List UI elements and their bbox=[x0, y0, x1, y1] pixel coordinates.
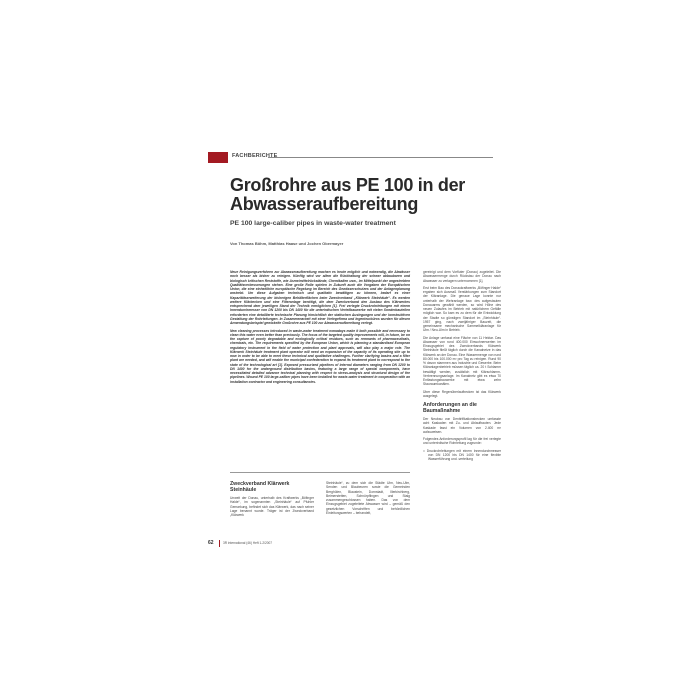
article-authors: Von Thomas Böhm, Matthias Haase und Jochen Obermayer bbox=[230, 241, 344, 246]
section1-paragraph-a: Unweit der Donau, unterhalb des Kraftwerks „Böfinger Halde“, im sogenannten „Steinhäule“ auf Pfuhler Gemarkung, befindet sich das Klärwerk, das nach seiner Lage benannt wurde. Träger ist der Zweckverband „Klärwerk bbox=[230, 496, 314, 517]
body-column-b bbox=[326, 481, 410, 515]
section1-heading: Zweckverband Klärwerk Steinhäule bbox=[230, 481, 290, 493]
right-paragraph-5: Der Neubau von Denitrifikationsbecken umfasste acht Kaskaden mit Zu- und Ablaufbauten. Jede Kaskade fasst ein Volumen von 2.400 m³ aufzuweisen. bbox=[423, 417, 501, 434]
right-paragraph-2: Erst beim Bau des Donaukraftwerks „Böfinger Halde“ ergaben sich Ausmaß Verstärkungen zum Standort der Kläranlage. Die genaue Lage konnte nur unterhalb der Wehranlage bzw. des aufgestauten Donauarms gewählt werden, so wird Höhe des neuen Zulaufes im Betrieb mit natürlichem Gefälle möglich war. So kam es zu dem für die Entwicklung der Stadte so günstigen Standort im „Steinhäule“. 1957 ging, nach zweijähriger Bauzeit, die gemeinsame mechanische Sammelkläranlage für Ulm / Neu-Ulm in Betrieb. bbox=[423, 285, 501, 333]
journal-reference: 3R international (46) Heft 1-2/2007 bbox=[223, 541, 273, 545]
section-accent-block bbox=[208, 152, 228, 163]
page-number: 62 bbox=[208, 540, 214, 546]
right-paragraph-1: gereinigt und dem Vorfluter (Donau) zugeleitet. Die Abwassermenge durch Rückstau der Donau nach Abwasser zu verlagern unternommen [1]. bbox=[423, 270, 501, 283]
abstract-divider bbox=[230, 472, 410, 473]
section-tag bbox=[208, 152, 493, 163]
right-paragraph-3: Die Anlage umfasst eine Fläche von 11 Hektar. Das Abwasser von rund 400.000 Einwohnerwerten im Einzugsgebiet des Zweckverbands Klärwerk Steinhäule fließt täglich durch die Kanalnetze in das Klärwerk an der Donau. Eine Wassermenge von rund 80.000 bis 100.000 m³ pro Tag zu reinigen. Rund 90 % davon stammen aus Industrie und Gewerbe. Beim Kläranlagenbetrieb müssen täglich ca. 20 t Schlamm bewältigt werden, zusätzlich mit Klärschlamm-Verbrennungsanlage. Im Kanalnetz gibt es etwa 70 Entlastungsbauwerke mit etwa zehn Stauraumkanälen. bbox=[423, 335, 501, 387]
abstract-german: Neue Reinigungsverfahren zur Abwasseraufbereitung machen es heute möglich und notwendig, die Abwässer noch besser als bisher zu reinigen. Künftig wird vor allem die Rückhaltung der schwer abbaubaren und biologisch kritischen Reststoffe, wie Arzneimittelrückstände, Chemikalien usw., im Mittelpunkt der angestrebten Qualitätsverbesserungen stehen. Eine große Rolle spielen in Zukunft auch die Vorgaben der Europäischen Union, die eine einheitliche europäische Regelung im Bereich des Gewässerschutzes und der Anlagenplanung anstrebt. Um diese Aufgaben technisch und qualitativ bewältigen zu können, bedarf es einer Kapazitätserweiterung der bisherigen Behälterflächen beim Zweckverband „Klärwerk Steinhäule“. Es werden weitere Klärbecken und eine Filteranlage benötigt, die dem Zweckverband den Ausbau des Klärwerkes entsprechend dem jeweiligen Stand der Technik ermöglichen [1]. Frei verlegte Druckrohrleitungen mit einem Innendurchmesser von DN 1200 bis DN 1400 für die unterirdischen Verteilbauwerke mit vielen Sonderbauteilen erforderten eine detaillierte technische Planung hinsichtlich der statischen Auslegungen und der konstruktiven Gestaltung der Rohrleitungen. In Zusammenarbeit mit einer Verlegefirma und Ingenieurbüros wurden für diesen Anwendungsbeispiel gewickelte Großrohre aus PE 100 zur Abwasseraufbereitung verlegt. bbox=[230, 270, 410, 325]
abstract-english: New cleaning processes introduced in waste-water treatment nowadays make it both possible and necessary to clean this water even better than previously. The focus of the targeted quality improvements will, in future, be on the capture of poorly degradable and ecologically critical residues, such as remnants of pharmaceuticals, chemicals, etc. The requirements specified by the European Union, which is planning a standardised European regulatory instrument in the field of water protection and plant approvals, will also play a major role. The Klärwerk Steinhäule treatment plant operator will need an expansion of the capacity of its operating site up to now in order to be able to meet these technical and qualitative challenges. Further clarifying basins and a filter plant are needed, and will enable the municipal confederation to expand its treatment plant to correspond to the state of the technological art [1]. Exposed pressurized pipelines of internal diameters ranging from DN 1200 to DN 1400 for the underground distribution basins, featuring a large range of special components, have necessitated detailed advance technical planning with respect to stress-analysis and structural design of the pipelines. Wound PE 100 large-caliber pipes have been installed for waste-water treatment in cooperation with an installation contractor and engineering consultancies. bbox=[230, 328, 410, 384]
requirement-bullet: = Druckrohrleitungen mit einem Innendurchmesser von DN 1200 bis DN 1400 für eine flexible Wasserführung und -verteilung bbox=[423, 448, 501, 461]
body-column-right bbox=[423, 270, 501, 461]
right-paragraph-4: Über diese Regenüberlaufbecken ist das Klärwerk ausgelegt. bbox=[423, 389, 501, 398]
section-label: FACHBERICHTE bbox=[232, 153, 278, 159]
section2-heading: Anforderungen an die Baumaßnahme bbox=[423, 402, 477, 414]
article-title-line2: Abwasseraufbereitung bbox=[230, 194, 419, 214]
right-paragraph-6: Folgendes Anforderungsprofil lag für die frei verlegte und unterirdische Rohrleitung zugrunde: bbox=[423, 437, 501, 446]
article-title-line1: Großrohre aus PE 100 in der bbox=[230, 175, 465, 195]
article-subtitle: PE 100 large-caliber pipes in waste-water treatment bbox=[230, 220, 396, 227]
body-column-a bbox=[230, 481, 314, 517]
section1-paragraph-b: Steinhäule“, zu dem sich die Städte Ulm, Neu-Ulm, Senden und Blaubeuren sowie die Gemeinden Berghülen, Blaustein, Dornstadt, Illerkirchberg, Beimerstetten, Schnürpflingen und Staig zusammengeschlossen haben. Das von dem Einzugsgebiet zugeleitete Abwasser wird – gemäß den gesetzlichen Vorschriften und behördlichen Einleitungswerten – behandelt, bbox=[326, 481, 410, 515]
section-rule bbox=[268, 157, 493, 158]
article-title bbox=[230, 176, 500, 214]
abstract bbox=[230, 270, 410, 387]
footer-accent-bar bbox=[219, 540, 220, 547]
